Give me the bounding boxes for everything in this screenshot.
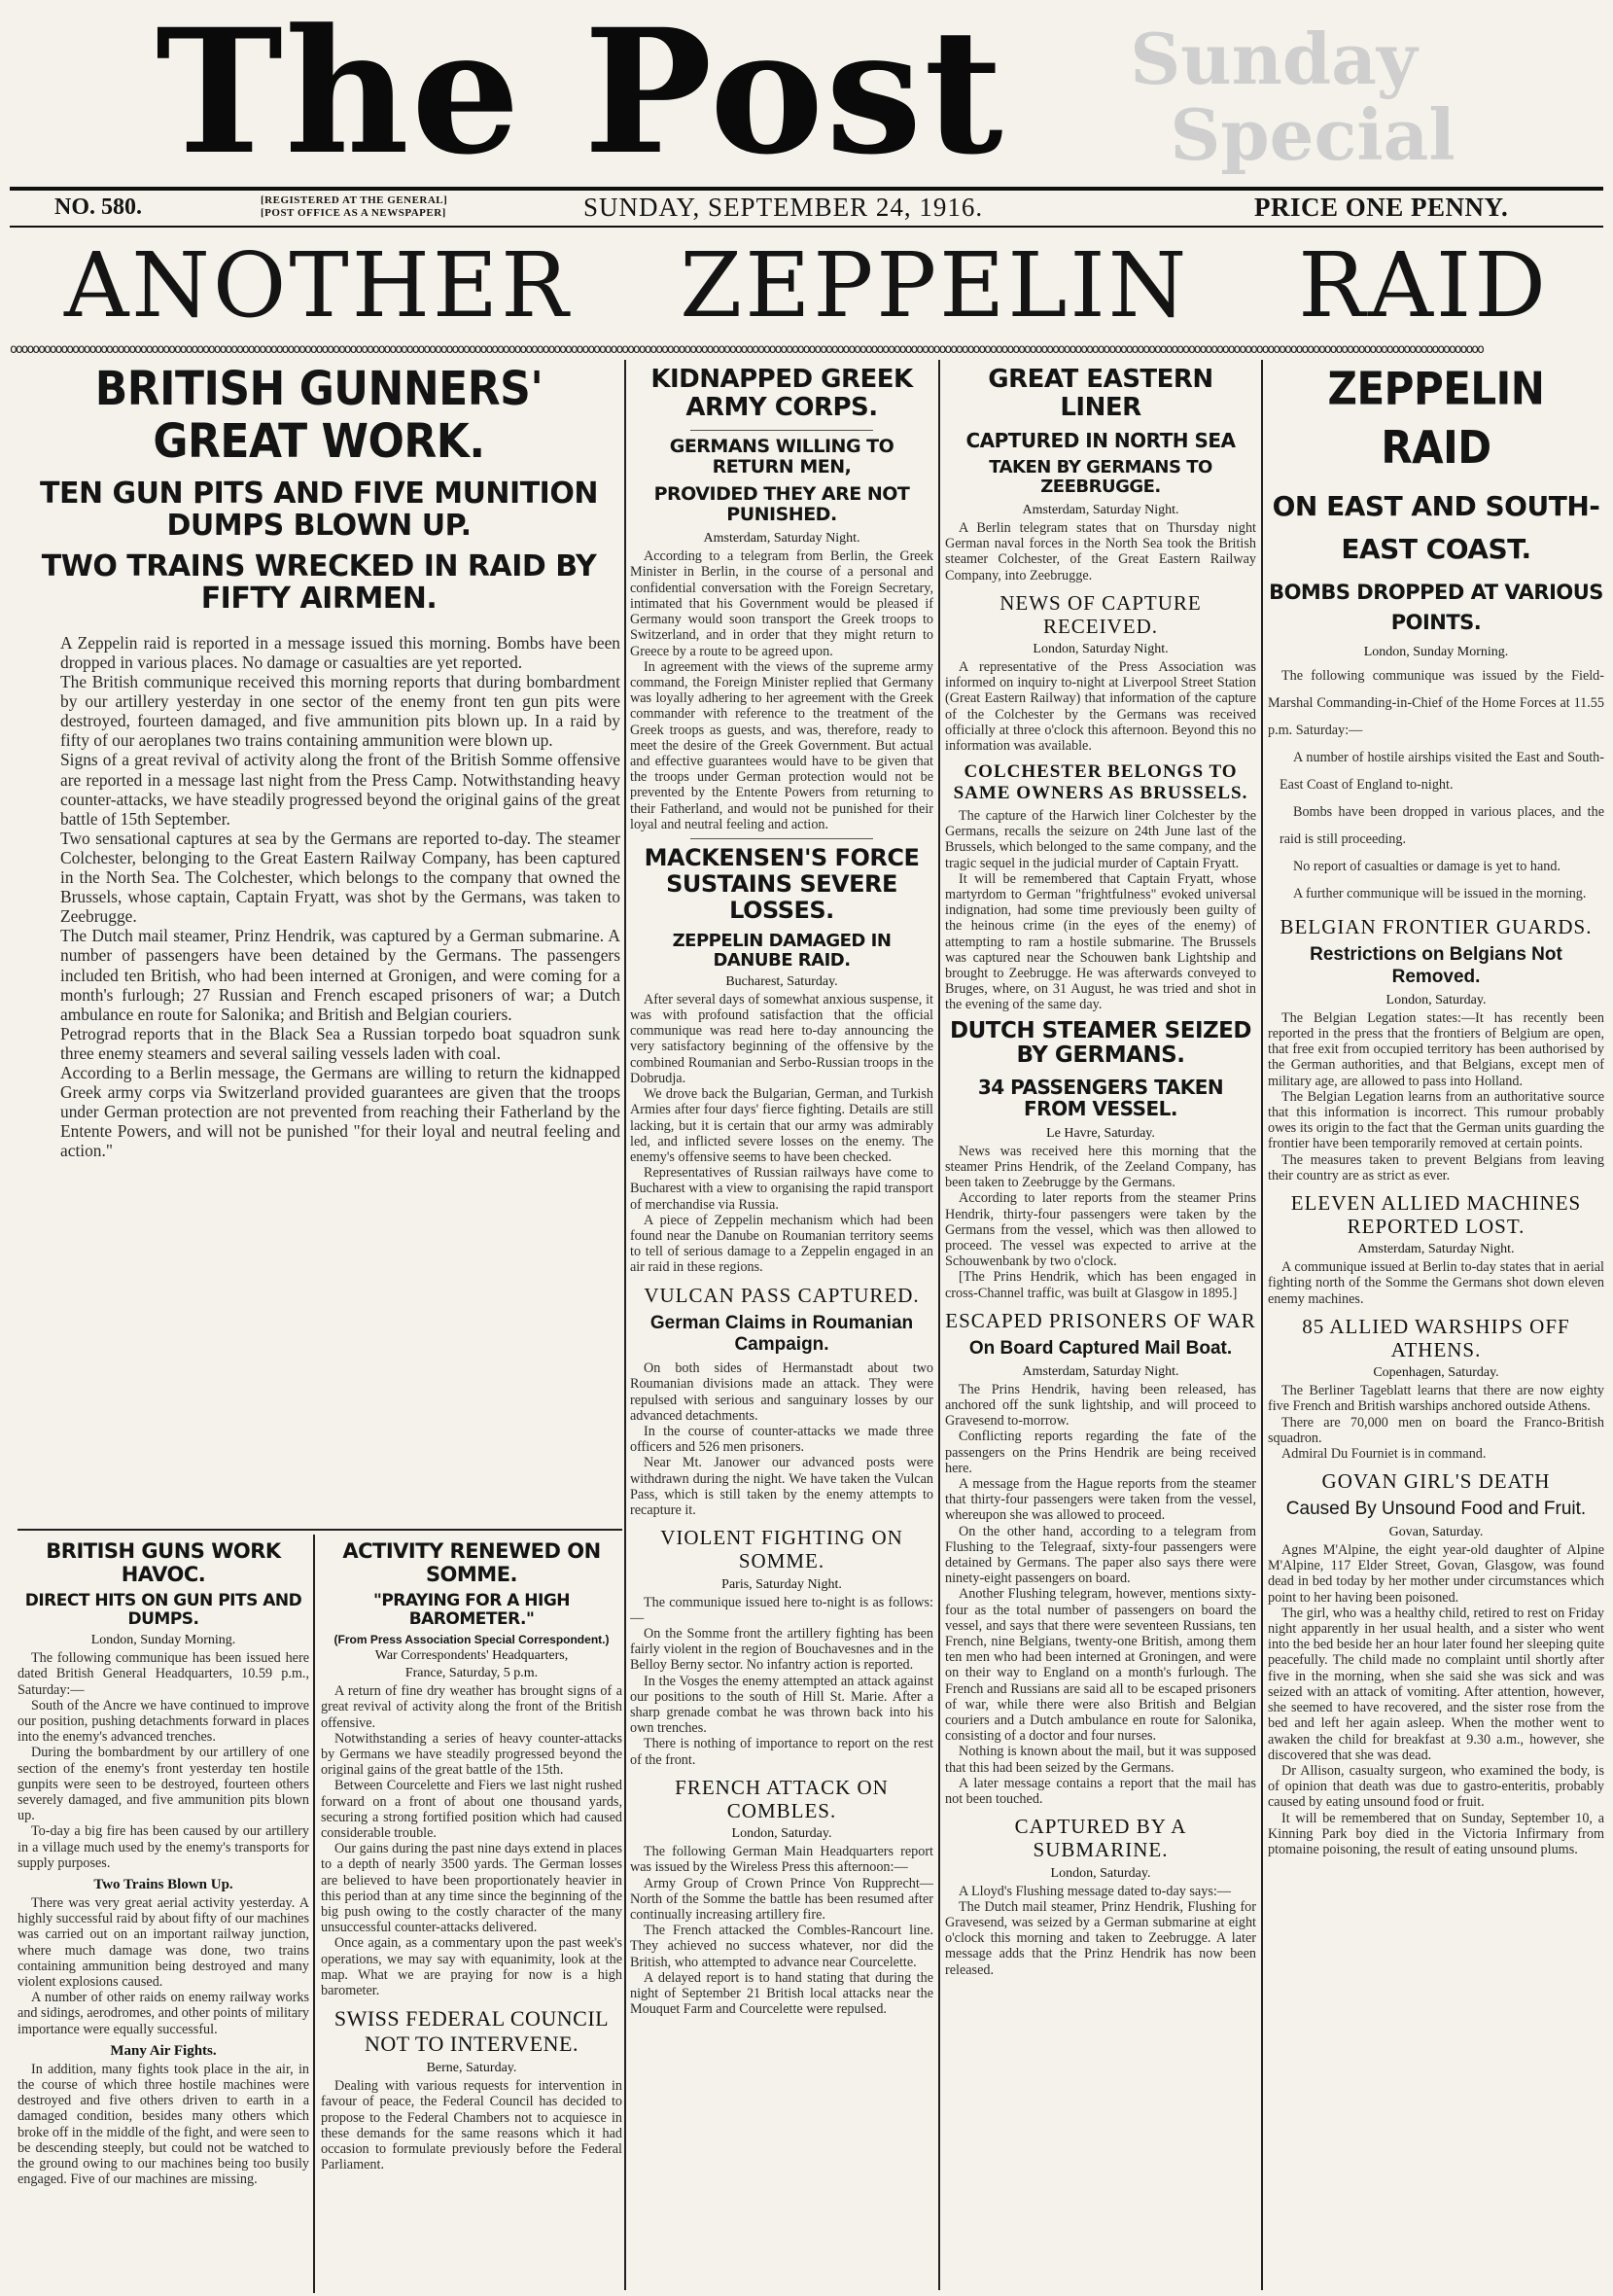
headline: GOVAN GIRL'S DEATH: [1321, 1469, 1551, 1494]
column-rule: [624, 360, 626, 2290]
dateline: Amsterdam, Saturday Night.: [1357, 1242, 1515, 1257]
paragraph: [The Prins Hendrik, which has been engaged in cross-Channel traffic, was built at Glasgow in 1895.]: [945, 1269, 1256, 1301]
paragraph: A Zeppelin raid is reported in a message issued this morning. Bombs have been dropped in various places. No damage or casualties are yet reported.: [60, 632, 620, 672]
section-subhead: Many Air Fights.: [110, 2042, 217, 2059]
paragraph: Near Mt. Janower our advanced posts were withdrawn during the night. We have taken the Vulcan Pass, which is still taken by the enemy attempts to recapture it.: [630, 1455, 933, 1519]
paragraph: Conflicting reports regarding the fate of the passengers on the Prins Hendrik are being received here.: [945, 1429, 1256, 1476]
column-rule: [1261, 360, 1263, 2290]
subheadline: DIRECT HITS ON GUN PITS AND DUMPS.: [24, 1591, 302, 1630]
paragraph: No report of casualties or damage is yet to hand.: [1293, 858, 1560, 874]
paragraph: Nothing is known about the mail, but it was supposed that this had been seized by the Germans.: [945, 1744, 1256, 1776]
paragraph: It will be remembered that Captain Fryatt, whose martyrdom to German "frightfulness" evoked universal indignation, had some time previously been guilty of the heinous crime (in the eyes of the enemy) of attempting to ram a hostile submarine. The Brussels was captured near the Schouwen bank Lightship and brought to Zeebrugge. He was afterwards conveyed to Bruges, where, on 31 August, he was tried and shot in the evening of the same day.: [945, 870, 1256, 1013]
article-body: [18, 2062, 309, 2188]
article-body: [18, 1650, 309, 1871]
article-body: [1268, 1383, 1604, 1462]
paragraph: In agreement with the views of the supreme army command, the Foreign Minister replied that Germany was loyally adhering to her agreement with the Greek commander with reference to the treatment of the Greek troops as guests, and was, therefore, ready to meet the desire of the Greek Government. But actual and effective guarantees would have to be given that the troops under German protection would not be prevented by the Entente Powers from returning to their Fatherland, and would not be punished for their loyal and neutral feeling and action.: [630, 658, 933, 832]
banner-headline: [10, 231, 1603, 340]
paragraph: Another Flushing telegram, however, mentions sixty-four as the total number of passengers on board the vessel, and says that there were seventeen Russians, ten French, nine Belgians, twenty-one British, among them ten men who had been interned at Groningen, and were on their way to England on a month's furlough. The French and Russians are said all to be escaped prisoners of war, while there were also British and Belgian couriers and a Dutch ambulance en route for Salonika, consisting of a doctor and four nurses.: [945, 1586, 1256, 1745]
paragraph: Bombs have been dropped in various places, and the raid is still proceeding.: [1280, 803, 1604, 847]
article-body: [1268, 1010, 1604, 1183]
article-body: [18, 633, 620, 1161]
banner-word-1: ANOTHER: [63, 233, 572, 337]
headline: ACTIVITY RENEWED ON SOMME.: [342, 1539, 601, 1586]
registration-line-1: [REGISTERED AT THE GENERAL]: [261, 194, 448, 206]
subheadline: PROVIDED THEY ARE NOT PUNISHED.: [653, 482, 910, 526]
paragraph: There was very great aerial activity yesterday. A highly successful raid by about fifty of our machines was carried out on an important railway junction, where much damage was done, two trains containing ammunition being destroyed and many violent explosions caused.: [18, 1894, 309, 1990]
subheadline: TEN GUN PITS AND FIVE MUNITION DUMPS BLOWN UP.: [40, 476, 598, 544]
paragraph: The Belgian Legation learns from an authoritative source that this information is incorrect. This rumour probably owes its origin to the fact that the German units guarding the frontier have been temporarily removed at certain points.: [1268, 1088, 1604, 1152]
divider: [690, 430, 872, 431]
issue-date: SUNDAY, SEPTEMBER 24, 1916.: [583, 193, 984, 222]
paragraph: In addition, many fights took place in the air, in the course of which three hostile machines were destroyed and five others driven to earth in a damaged condition, besides many others which broke off in the middle of the fight, and were seen to be descending steeply, but could not be watched to the ground owing to our machines being too busily engaged. Five of our machines are missing.: [18, 2061, 309, 2188]
subheadline: GERMANS WILLING TO RETURN MEN,: [669, 436, 894, 478]
article-body: [321, 2078, 622, 2172]
subheadline: TWO TRAINS WRECKED IN RAID BY FIFTY AIRMEN.: [41, 548, 597, 617]
dateline: Amsterdam, Saturday Night.: [1022, 502, 1179, 517]
article-body: [321, 1683, 622, 1998]
paragraph: Between Courcelette and Fiers we last night rushed forward on a front of about one thousand yards, securing a strong fortified position which had caused considerable trouble.: [321, 1778, 622, 1841]
paragraph: Notwithstanding a series of heavy counter-attacks by Germans we have steadily progressed beyond the original gains of the great battle of the 15th.: [321, 1730, 622, 1779]
registration-line-2: [POST OFFICE AS A NEWSPAPER]: [261, 207, 446, 219]
headline: VIOLENT FIGHTING ON SOMME.: [660, 1526, 903, 1573]
paragraph: After several days of somewhat anxious suspense, it was with profound satisfaction that the official communique was read here to-day announcing the very satisfactory beginning of the offensive by the combined Roumanian and Serbo-Russian troops in the Dobrudja.: [630, 991, 933, 1086]
article-body: [630, 548, 933, 832]
paragraph: The British communique received this morning reports that during bombardment by our artillery yesterday in one sector of the enemy front ten gun pits were destroyed, fourteen damaged, and five ammunition pits blown up. In a raid by fifty of our aeroplanes two trains containing ammunition were blown up.: [60, 672, 620, 751]
dateline: Paris, Saturday Night.: [721, 1576, 842, 1592]
paragraph: The girl, who was a healthy child, retired to rest on Friday night apparently in her usual health, and a sister who went into the bed beside her an hour later found her sleeping quite peacefully. The child made no complaint until shortly after five in the morning, when she said she was sick and was seized with an attack of vomiting. After attention, however, she seemed to have recovered, and the sister rose from the bed and left her again asleep. When the mother went to awaken the child for breakfast at 9.30 a.m., however, she discovered that she was dead.: [1268, 1605, 1604, 1763]
paragraph: Representatives of Russian railways have come to Bucharest with a view to organising the rapid transport of merchandise via Russia.: [630, 1165, 933, 1213]
article-body: [1268, 1259, 1604, 1307]
article-body: [945, 1144, 1256, 1301]
dateline: London, Sunday Morning.: [1363, 644, 1509, 659]
headline: COLCHESTER BELONGS TO SAME OWNERS AS BRUSSELS.: [953, 761, 1248, 804]
article-body: [945, 1382, 1256, 1807]
dateline: London, Saturday Night.: [1033, 642, 1169, 657]
paragraph: A number of hostile airships visited the East and South-East Coast of England to-night.: [1280, 749, 1604, 793]
paragraph: The following communique was issued by the Field-Marshal Commanding-in-Chief of the Home Forces at 11.55 p.m. Saturday:—: [1268, 667, 1604, 738]
paragraph: The Prins Hendrik, having been released, has anchored off the sunk lightship, and will proceed to Gravesend to-morrow.: [945, 1381, 1256, 1430]
dateline: London, Saturday.: [1385, 992, 1487, 1007]
subheadline: TAKEN BY GERMANS TO ZEEBRUGGE.: [989, 456, 1212, 497]
paragraph: A further communique will be issued in the morning.: [1293, 885, 1587, 901]
paragraph: The following communique has been issued here dated British General Headquarters, 10.59 p.m., Saturday:—: [18, 1650, 309, 1698]
headline: 85 ALLIED WARSHIPS OFF ATHENS.: [1302, 1314, 1570, 1361]
article-body: [1268, 662, 1604, 907]
paragraph: Petrograd reports that in the Black Sea a Russian torpedo boat squadron sunk three enemy steamers and several sailing vessels laden with coal.: [60, 1023, 620, 1063]
subheadline: Caused By Unsound Food and Fruit.: [1285, 1499, 1587, 1520]
dateline: Copenhagen, Saturday.: [1373, 1365, 1499, 1381]
subheadline: ON EAST AND SOUTH-EAST COAST.: [1272, 490, 1600, 565]
paragraph: The capture of the Harwich liner Colchester by the Germans, recalls the seizure on 24th June last of the Brussels, which belonged to the same company, and the tragic sequel in the judicial murder of Captain Fryatt.: [945, 807, 1256, 871]
paragraph: According to later reports from the steamer Prins Hendrik, thirty-four passengers were taken by the Germans from the vessel, which was then allowed to proceed. The vessel was expected to arrive at the Schouwenbank by two o'clock.: [945, 1190, 1256, 1270]
paragraph: The Dutch mail steamer, Prinz Hendrik, Flushing for Gravesend, was seized by a German submarine at eight o'clock this morning and taken to Zeebrugge. A later message adds that the Prinz Hendrik has now been released.: [945, 1898, 1256, 1978]
paragraph: A communique issued at Berlin to-day states that in aerial fighting north of the Somme the Germans shot down eleven enemy machines.: [1268, 1259, 1604, 1307]
paragraph: Dr Allison, casualty surgeon, who examined the body, is of opinion that death was due to gastro-enteritis, probably caused by eating unsound food or fruit.: [1268, 1762, 1604, 1811]
column-rule: [938, 360, 940, 2290]
headline: VULCAN PASS CAPTURED.: [644, 1283, 920, 1307]
article-body: [630, 1595, 933, 1768]
paragraph: A later message contains a report that the mail has not been touched.: [945, 1775, 1256, 1808]
paragraph: A Berlin telegram states that on Thursday night German naval forces in the North Sea took the British steamer Colchester, of the Great Eastern Railway Company, into Zeebrugge.: [945, 519, 1256, 583]
paragraph: The measures taken to prevent Belgians from leaving their country are as strict as ever.: [1268, 1151, 1604, 1183]
section-subhead: Two Trains Blown Up.: [93, 1876, 233, 1892]
article-body: [630, 1844, 933, 2017]
dateline: War Correspondents' Headquarters,: [374, 1648, 569, 1664]
dateline: Govan, Saturday.: [1388, 1525, 1484, 1540]
article-great-eastern-liner: [945, 360, 1256, 2295]
subheadline: 34 PASSENGERS TAKEN FROM VESSEL.: [977, 1076, 1224, 1121]
paragraph: The French attacked the Combles-Rancourt line. They achieved no success whatever, nor did the British, who attempted to advance near Courcelette.: [630, 1923, 933, 1970]
paragraph: There is nothing of importance to report on the rest of the front.: [630, 1736, 933, 1768]
paragraph: According to a telegram from Berlin, the Greek Minister in Berlin, in the course of a personal and confidential conversation with the Foreign Secretary, intimated that his Government would be pleased if Germany would soon transport the Greek troops to Switzerland, and in order that they might return to Greece by a route to be agreed upon.: [630, 548, 933, 659]
dateline: France, Saturday, 5 p.m.: [404, 1666, 539, 1681]
paragraph: On the other hand, according to a telegram from Flushing to the Telegraaf, sixty-four passengers were detained by Germans. The paper also says there were ninety-eight passengers on board.: [945, 1523, 1256, 1587]
dateline: Amsterdam, Saturday Night.: [703, 531, 860, 547]
masthead: [0, 0, 1613, 193]
article-body: [945, 808, 1256, 1013]
paragraph: Army Group of Crown Prince Von Rupprecht—North of the Somme the battle has been resumed after continually increasing artillery fire.: [630, 1875, 933, 1923]
article-british-guns-work-havoc: [18, 1535, 309, 2296]
dateline: Amsterdam, Saturday Night.: [1022, 1363, 1179, 1379]
headline: SWISS FEDERAL COUNCIL NOT TO INTERVENE.: [333, 2006, 610, 2057]
headline: CAPTURED BY A SUBMARINE.: [1014, 1815, 1187, 1862]
dateline: Bucharest, Saturday.: [725, 973, 838, 989]
newspaper-title: The Post: [156, 0, 1005, 193]
paragraph: A delayed report is to hand stating that during the night of September 21 British local attacks near the Mouquet Farm and Courcelette were repulsed.: [630, 1969, 933, 2018]
paragraph: A piece of Zeppelin mechanism which had been found near the Danube on Roumanian territory seems to tell of serious damage to a Zeppelin engaged in an air raid in these regions.: [630, 1212, 933, 1276]
credit-line: (From Press Association Special Correspondent.): [333, 1633, 610, 1647]
paragraph: On the Somme front the artillery fighting has been fairly violent in the region of Bouchavesnes and in the Belloy Berny sector. No infantry action is reported.: [630, 1625, 933, 1674]
paragraph: To-day a big fire has been caused by our artillery in a village much used by the enemy's transports for supply purposes.: [18, 1823, 309, 1871]
headline: BELGIAN FRONTIER GUARDS.: [1280, 914, 1593, 938]
article-zeppelin-raid: [1268, 360, 1604, 2295]
paragraph: It will be remembered that on Sunday, September 10, a Kinning Park boy died in the Victoria Infirmary from ptomaine poisoning, the result of eating unsound plums.: [1268, 1810, 1604, 1857]
headline: BRITISH GUNS WORK HAVOC.: [46, 1539, 281, 1586]
article-body: [945, 1884, 1256, 1978]
paragraph: News was received here this morning that the steamer Prins Hendrik, of the Zeeland Company, has been taken to Zeebrugge by the Germans.: [945, 1143, 1256, 1191]
paragraph: A representative of the Press Association was informed on inquiry to-night at Liverpool Street Station (Great Eastern Railway) that information of the capture of the Colchester by the Germans was received officially at three o'clock this afternoon. Beyond this no information was available.: [945, 659, 1256, 755]
dateline: London, Sunday Morning.: [90, 1633, 236, 1648]
paragraph: During the bombardment by our artillery of one section of the enemy's front yesterday ten hostile gunpits were seen to be destroyed, fourteen others severely damaged, and five ammunition pits blown up.: [18, 1745, 309, 1824]
headline: KIDNAPPED GREEK ARMY CORPS.: [650, 365, 913, 423]
paragraph: In the Vosges the enemy attempted an attack against our positions to the south of Hill St. Marie. After a sharp grenade combat he was thrown back into his own trenches.: [630, 1673, 933, 1737]
paragraph: The Dutch mail steamer, Prinz Hendrik, was captured by a German submarine. A number of passengers have been detained by the Germans. The passengers included ten British, who had been interned at Gronigen, and were coming for a month's furlough; 27 Russian and French escaped prisoners of war; a Dutch ambulance en route for Salonika; and British and Belgian couriers.: [60, 926, 620, 1024]
chain-divider: oooooooooooooooooooooooooooooooooooooooooooooooooooooooooooooooooooooooooooooooooooooooooooooooooooooooooooooooooooooooooooooooooooooooooooooooooooooooooooooooooooooooooooooooooooooooooooooooooooooooooooooooooooooooooooooooooooooooooooooooooooooooooooooooooooo: [10, 343, 1483, 357]
article-body: [945, 659, 1256, 754]
paragraph: A Lloyd's Flushing message dated to-day says:—: [959, 1883, 1231, 1899]
article-body: [18, 1895, 309, 2037]
headline: BRITISH GUNNERS' GREAT WORK.: [94, 361, 544, 470]
article-kidnapped-greek-army: [630, 360, 933, 2295]
subheadline: CAPTURED IN NORTH SEA: [965, 429, 1236, 453]
headline: ESCAPED PRISONERS OF WAR: [945, 1308, 1256, 1332]
dateline: London, Saturday.: [1050, 1865, 1151, 1881]
paragraph: Two sensational captures at sea by the Germans are reported to-day. The steamer Colchester, belonging to the Great Eastern Railway Company, has been captured in the North Sea. The Colchester, which belongs to the company that owned the Brussels, whose captain, Captain Fryatt, was shot by the Germans, was taken to Zeebrugge.: [60, 828, 620, 927]
paragraph: South of the Ancre we have continued to improve our position, pushing detachments forward in places into the enemy's advanced trenches.: [18, 1697, 309, 1746]
headline: ELEVEN ALLIED MACHINES REPORTED LOST.: [1290, 1190, 1582, 1239]
paragraph: Once again, as a commentary upon the past week's operations, we may say with equanimity, look at the map. What we are praying for now is a high barometer.: [321, 1935, 622, 1998]
paragraph: We drove back the Bulgarian, German, and Turkish Armies after four days' fierce fighting. Details are still lacking, but it is certain that our army was admirably led, and inflicted severe losses on the enemy. The enemy's offensive seems to have been checked.: [630, 1086, 933, 1165]
subheadline: Restrictions on Belgians Not Removed.: [1310, 944, 1562, 987]
headline: FRENCH ATTACK ON COMBLES.: [675, 1775, 889, 1822]
article-activity-renewed: [321, 1535, 622, 2296]
paragraph: A number of other raids on enemy railway works and sidings, aerodromes, and other points of military importance were equally successful.: [18, 1990, 309, 2037]
subheadline: "PRAYING FOR A HIGH BAROMETER.": [372, 1591, 571, 1630]
article-body: [630, 1360, 933, 1518]
edition-line-1: Sunday: [1130, 18, 1418, 100]
banner-word-3: RAID: [1298, 233, 1550, 337]
divider: [690, 838, 872, 839]
paragraph: A return of fine dry weather has brought signs of a great revival of activity along the front of the British offensive.: [321, 1683, 622, 1731]
dateline: Le Havre, Saturday.: [1046, 1125, 1155, 1141]
paragraph: Agnes M'Alpine, the eight year-old daughter of Alpine M'Alpine, 117 Elder Street, Govan, Glasgow, was found dead in bed today by her mother under circumstances which point to her having been poisoned.: [1268, 1542, 1604, 1606]
article-body: [945, 520, 1256, 583]
paragraph: Signs of a great revival of activity along the front of the British Somme offensive are reported in a message last night from the Press Camp. Notwithstanding heavy counter-attacks, we have steadily progressed beyond the original gains of the great battle of 15th September.: [60, 750, 620, 829]
headline: DUTCH STEAMER SEIZED BY GERMANS.: [950, 1017, 1251, 1069]
paragraph: On both sides of Hermanstadt about two Roumanian divisions made an attack. They were repulsed with serious and sanguinary losses by our advanced detachments.: [630, 1360, 933, 1424]
headline: GREAT EASTERN LINER: [988, 365, 1213, 423]
article-body: [1268, 1542, 1604, 1857]
paragraph: The Berliner Tageblatt learns that there are now eighty five French and British warships anchored outside Athens.: [1268, 1383, 1604, 1415]
edition-line-2: Special: [1170, 93, 1455, 176]
paragraph: The communique issued here to-night is as follows:—: [630, 1594, 933, 1626]
issue-number: NO. 580.: [54, 194, 142, 220]
paragraph: The Belgian Legation states:—It has recently been reported in the press that the frontiers of Belgium are open, that free exit from occupied territory has been authorised by the German authorities, and that Belgians, except men of military age, are allowed to pass into Holland.: [1268, 1009, 1604, 1089]
subheadline: On Board Captured Mail Boat.: [968, 1338, 1233, 1360]
issue-price: PRICE ONE PENNY.: [1254, 193, 1509, 222]
dateline-bar: [10, 187, 1603, 228]
paragraph: There are 70,000 men on board the Franco-British squadron.: [1268, 1414, 1604, 1446]
subheadline: ZEPPELIN DAMAGED IN DANUBE RAID.: [672, 930, 892, 971]
paragraph: The following German Main Headquarters report was issued by the Wireless Press this afternoon:—: [630, 1844, 933, 1876]
subheadline: German Claims in Roumanian Campaign.: [649, 1312, 914, 1356]
registration-note: [261, 194, 447, 220]
banner-word-2: ZEPPELIN: [680, 233, 1190, 337]
paragraph: In the course of counter-attacks we made three officers and 526 men prisoners.: [630, 1424, 933, 1456]
headline: ZEPPELIN RAID: [1327, 362, 1545, 474]
paragraph: A message from the Hague reports from the steamer that thirty-four passengers were taken from the vessel, whereupon she was allowed to proceed.: [945, 1476, 1256, 1524]
article-body: [630, 992, 933, 1276]
dateline: Berne, Saturday.: [426, 2061, 517, 2076]
paragraph: According to a Berlin message, the Germans are willing to return the kidnapped Greek army corps via Switzerland provided guarantees are given that the troops under German protection are not prevented from reaching their Fatherland by the Entente Powers, and will not be punished "for their loyal and neutral feeling and action.": [60, 1062, 620, 1161]
paragraph: Admiral Du Fourniet is in command.: [1281, 1445, 1487, 1462]
edition-stamp: [1021, 18, 1526, 176]
subheadline: BOMBS DROPPED AT VARIOUS POINTS.: [1269, 580, 1603, 635]
headline: NEWS OF CAPTURE RECEIVED.: [999, 590, 1202, 638]
headline: MACKENSEN'S FORCE SUSTAINS SEVERE LOSSES.: [644, 843, 920, 924]
paragraph: Our gains during the past nine days extend in places to a depth of nearly 3500 yards. The German losses are believed to have been proportionately heavier in this period than at any time since the beginning of the big push owing to the costly character of the many unsuccessful counter-attacks delivered.: [321, 1841, 622, 1936]
dateline: London, Saturday.: [731, 1826, 832, 1842]
paragraph: Dealing with various requests for intervention in favour of peace, the Federal Council has decided to propose to the Federal Chambers not to acquiesce in these demands for the same reasons which it had occasion to formulate previously before the Federal Parliament.: [321, 2078, 622, 2173]
